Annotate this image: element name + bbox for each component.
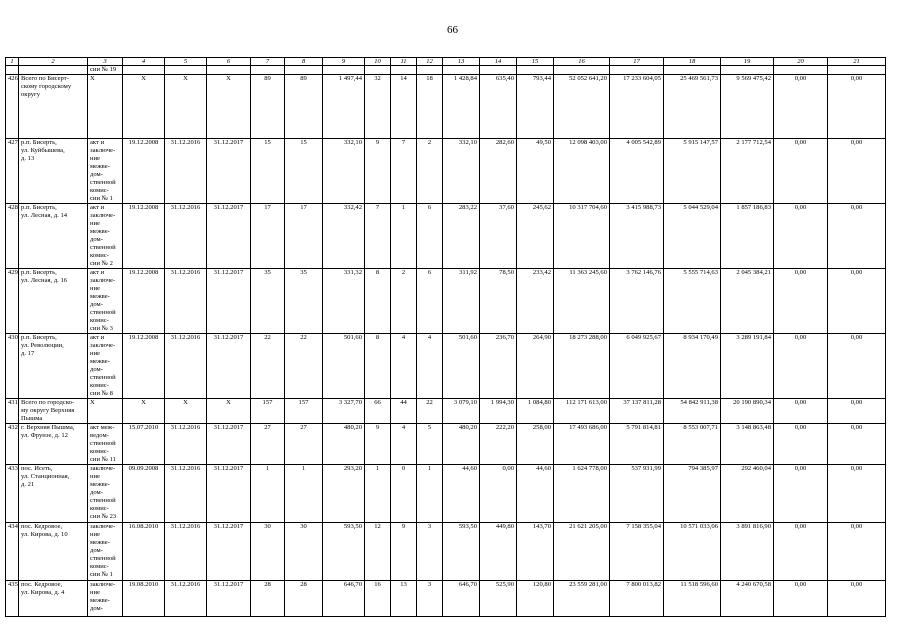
value-cell: 6 bbox=[417, 204, 443, 269]
value-cell: 0,00 bbox=[828, 139, 886, 204]
value-cell: 3 bbox=[417, 581, 443, 617]
value-cell: 6 049 925,67 bbox=[610, 334, 664, 399]
value-cell: 0,00 bbox=[774, 139, 828, 204]
value-cell: 0,00 bbox=[774, 424, 828, 465]
value-cell: 10 317 704,60 bbox=[554, 204, 610, 269]
column-number-7: 7 bbox=[251, 58, 285, 66]
value-cell: 35 bbox=[251, 269, 285, 334]
document-cell: заключе- ние межве- дом- ственной комис- сии № 1 bbox=[88, 523, 123, 581]
date-cell: X bbox=[207, 75, 251, 139]
value-cell: 1 994,30 bbox=[480, 399, 517, 424]
value-cell: 4 005 542,89 bbox=[610, 139, 664, 204]
column-number-row bbox=[6, 58, 886, 66]
value-cell: 2 bbox=[391, 269, 417, 334]
value-cell: 222,20 bbox=[480, 424, 517, 465]
value-cell: 0,00 bbox=[774, 75, 828, 139]
value-cell: 480,20 bbox=[323, 424, 365, 465]
value-cell: 8 553 007,71 bbox=[664, 424, 721, 465]
column-number-17: 17 bbox=[610, 58, 664, 66]
date-cell: 19.12.2008 bbox=[123, 139, 165, 204]
table-row bbox=[6, 399, 886, 424]
value-cell: 20 190 890,34 bbox=[721, 399, 774, 424]
column-number-16: 16 bbox=[554, 58, 610, 66]
table-row bbox=[6, 269, 886, 334]
value-cell: 10 571 033,06 bbox=[664, 523, 721, 581]
value-cell: 4 bbox=[417, 334, 443, 399]
value-cell: 537 931,99 bbox=[610, 465, 664, 523]
value-cell: 18 bbox=[417, 75, 443, 139]
value-cell: 3 079,10 bbox=[443, 399, 480, 424]
date-cell: 31.12.2016 bbox=[165, 269, 207, 334]
value-cell: 3 891 816,90 bbox=[721, 523, 774, 581]
value-cell: 264,90 bbox=[517, 334, 554, 399]
value-cell: 1 bbox=[251, 465, 285, 523]
date-cell: 31.12.2017 bbox=[207, 465, 251, 523]
value-cell: 0,00 bbox=[774, 523, 828, 581]
value-cell: 0,00 bbox=[774, 465, 828, 523]
column-number-4: 4 bbox=[123, 58, 165, 66]
value-cell: 9 bbox=[365, 424, 391, 465]
date-cell: 19.12.2008 bbox=[123, 269, 165, 334]
date-cell: 31.12.2016 bbox=[165, 139, 207, 204]
value-cell: 9 bbox=[365, 139, 391, 204]
value-cell: 282,60 bbox=[480, 139, 517, 204]
table-row bbox=[6, 523, 886, 581]
document-cell: акт и заключе- ние межве- дом- ственной комис- сии № 1 bbox=[88, 139, 123, 204]
value-cell: 258,00 bbox=[517, 424, 554, 465]
value-cell: 9 569 475,42 bbox=[721, 75, 774, 139]
value-cell: 1 497,44 bbox=[323, 75, 365, 139]
value-cell: 143,70 bbox=[517, 523, 554, 581]
value-cell: 8 bbox=[365, 334, 391, 399]
value-cell: 8 934 170,49 bbox=[664, 334, 721, 399]
value-cell: 37,60 bbox=[480, 204, 517, 269]
row-number: 427 bbox=[6, 139, 19, 204]
date-cell: 19.08.2010 bbox=[123, 581, 165, 617]
value-cell: 292 460,04 bbox=[721, 465, 774, 523]
value-cell: 1 bbox=[391, 204, 417, 269]
table-row bbox=[6, 204, 886, 269]
table-row bbox=[6, 75, 886, 139]
row-number: 429 bbox=[6, 269, 19, 334]
value-cell: 66 bbox=[365, 399, 391, 424]
date-cell: 31.12.2017 bbox=[207, 334, 251, 399]
date-cell: 31.12.2017 bbox=[207, 523, 251, 581]
value-cell: 480,20 bbox=[443, 424, 480, 465]
column-number-11: 11 bbox=[391, 58, 417, 66]
value-cell: 17 bbox=[251, 204, 285, 269]
value-cell: 3 327,70 bbox=[323, 399, 365, 424]
value-cell: 3 289 191,84 bbox=[721, 334, 774, 399]
value-cell: 311,92 bbox=[443, 269, 480, 334]
value-cell: 16 bbox=[365, 581, 391, 617]
value-cell: 5 bbox=[417, 424, 443, 465]
value-cell: 4 240 670,58 bbox=[721, 581, 774, 617]
value-cell: 28 bbox=[285, 581, 323, 617]
value-cell: 3 148 863,48 bbox=[721, 424, 774, 465]
document-cell: акт меж- ведом- ственной комис- сии № 11 bbox=[88, 424, 123, 465]
value-cell: 0,00 bbox=[774, 334, 828, 399]
document-cell: X bbox=[88, 75, 123, 139]
column-number-14: 14 bbox=[480, 58, 517, 66]
document-cell: заключе- ние межве- дом- bbox=[88, 581, 123, 617]
value-cell: 0,00 bbox=[828, 399, 886, 424]
column-number-15: 15 bbox=[517, 58, 554, 66]
date-cell: 09.09.2008 bbox=[123, 465, 165, 523]
value-cell: 7 800 013,82 bbox=[610, 581, 664, 617]
address-cell: Всего по Бисерт- скому городскому округу bbox=[19, 75, 88, 139]
row-number: 435 bbox=[6, 581, 19, 617]
value-cell: 3 bbox=[417, 523, 443, 581]
value-cell: 1 624 778,00 bbox=[554, 465, 610, 523]
value-cell: 635,40 bbox=[480, 75, 517, 139]
row-number: 431 bbox=[6, 399, 19, 424]
value-cell: 1 bbox=[417, 465, 443, 523]
date-cell: 31.12.2017 bbox=[207, 581, 251, 617]
value-cell: 30 bbox=[251, 523, 285, 581]
value-cell: 22 bbox=[417, 399, 443, 424]
value-cell: 14 bbox=[391, 75, 417, 139]
date-cell: 19.12.2008 bbox=[123, 204, 165, 269]
value-cell: 0,00 bbox=[828, 523, 886, 581]
date-cell: 31.12.2016 bbox=[165, 334, 207, 399]
date-cell: 31.12.2017 bbox=[207, 424, 251, 465]
value-cell: 794 385,97 bbox=[664, 465, 721, 523]
address-cell: р.п. Бисерть, ул. Куйбышева, д. 13 bbox=[19, 139, 88, 204]
value-cell: 1 084,80 bbox=[517, 399, 554, 424]
value-cell: 283,22 bbox=[443, 204, 480, 269]
value-cell: 5 044 529,04 bbox=[664, 204, 721, 269]
value-cell: 332,10 bbox=[323, 139, 365, 204]
value-cell: 11 363 245,60 bbox=[554, 269, 610, 334]
value-cell: 0,00 bbox=[828, 204, 886, 269]
table-row bbox=[6, 139, 886, 204]
value-cell: 449,80 bbox=[480, 523, 517, 581]
value-cell: 1 bbox=[285, 465, 323, 523]
value-cell: 7 158 355,04 bbox=[610, 523, 664, 581]
row-number: 434 bbox=[6, 523, 19, 581]
value-cell: 0,00 bbox=[774, 581, 828, 617]
value-cell: 0,00 bbox=[828, 269, 886, 334]
document-cell: заключе- ние межве- дом- ственной комис- сии № 23 bbox=[88, 465, 123, 523]
value-cell: 157 bbox=[251, 399, 285, 424]
table-row bbox=[6, 424, 886, 465]
value-cell: 52 052 641,20 bbox=[554, 75, 610, 139]
value-cell: 23 559 281,00 bbox=[554, 581, 610, 617]
column-number-21: 21 bbox=[828, 58, 886, 66]
value-cell: 15 bbox=[285, 139, 323, 204]
row-number: 428 bbox=[6, 204, 19, 269]
value-cell: 0,00 bbox=[774, 269, 828, 334]
carryover-text: сии № 19 bbox=[88, 66, 123, 75]
value-cell: 25 469 561,73 bbox=[664, 75, 721, 139]
data-table bbox=[5, 57, 886, 617]
address-cell: Всего по городско- му округу Верхняя Пышма bbox=[19, 399, 88, 424]
value-cell: 525,90 bbox=[480, 581, 517, 617]
value-cell: 0,00 bbox=[828, 465, 886, 523]
date-cell: 31.12.2016 bbox=[165, 523, 207, 581]
value-cell: 112 171 613,00 bbox=[554, 399, 610, 424]
value-cell: 0,00 bbox=[774, 399, 828, 424]
column-number-12: 12 bbox=[417, 58, 443, 66]
value-cell: 4 bbox=[391, 424, 417, 465]
value-cell: 12 098 403,00 bbox=[554, 139, 610, 204]
value-cell: 0,00 bbox=[828, 581, 886, 617]
document-cell: акт и заключе- ние межве- дом- ственной комис- сии № 8 bbox=[88, 334, 123, 399]
date-cell: X bbox=[123, 399, 165, 424]
row-number: 426 bbox=[6, 75, 19, 139]
address-cell: р.п. Бисерть, ул. Лесная, д. 16 bbox=[19, 269, 88, 334]
value-cell: 18 273 288,00 bbox=[554, 334, 610, 399]
table-row bbox=[6, 465, 886, 523]
row-number: 432 bbox=[6, 424, 19, 465]
value-cell: 236,70 bbox=[480, 334, 517, 399]
value-cell: 6 bbox=[417, 269, 443, 334]
column-number-13: 13 bbox=[443, 58, 480, 66]
date-cell: 31.12.2017 bbox=[207, 204, 251, 269]
value-cell: 5 915 147,57 bbox=[664, 139, 721, 204]
value-cell: 17 bbox=[285, 204, 323, 269]
column-number-5: 5 bbox=[165, 58, 207, 66]
value-cell: 30 bbox=[285, 523, 323, 581]
carryover-row bbox=[6, 66, 886, 75]
value-cell: 2 177 712,54 bbox=[721, 139, 774, 204]
value-cell: 0,00 bbox=[828, 75, 886, 139]
value-cell: 7 bbox=[365, 204, 391, 269]
column-number-1: 1 bbox=[6, 58, 19, 66]
table-row bbox=[6, 334, 886, 399]
date-cell: 31.12.2016 bbox=[165, 424, 207, 465]
value-cell: 8 bbox=[365, 269, 391, 334]
value-cell: 646,70 bbox=[323, 581, 365, 617]
value-cell: 2 045 384,21 bbox=[721, 269, 774, 334]
document-cell: X bbox=[88, 399, 123, 424]
date-cell: 31.12.2017 bbox=[207, 139, 251, 204]
value-cell: 89 bbox=[251, 75, 285, 139]
value-cell: 49,50 bbox=[517, 139, 554, 204]
value-cell: 157 bbox=[285, 399, 323, 424]
document-cell: акт и заключе- ние межве- дом- ственной комис- сии № 2 bbox=[88, 204, 123, 269]
address-cell: пос. Кедровое, ул. Кирова, д. 4 bbox=[19, 581, 88, 617]
column-number-18: 18 bbox=[664, 58, 721, 66]
address-cell: р.п. Бисерть, ул. Лесная, д. 14 bbox=[19, 204, 88, 269]
value-cell: 120,80 bbox=[517, 581, 554, 617]
value-cell: 12 bbox=[365, 523, 391, 581]
value-cell: 21 621 205,00 bbox=[554, 523, 610, 581]
value-cell: 501,60 bbox=[323, 334, 365, 399]
value-cell: 1 bbox=[365, 465, 391, 523]
value-cell: 0,00 bbox=[828, 334, 886, 399]
date-cell: X bbox=[165, 399, 207, 424]
document-cell: акт и заключе- ние межве- дом- ственной комис- сии № 3 bbox=[88, 269, 123, 334]
value-cell: 0 bbox=[391, 465, 417, 523]
date-cell: 15.07.2010 bbox=[123, 424, 165, 465]
date-cell: 19.12.2008 bbox=[123, 334, 165, 399]
column-number-9: 9 bbox=[323, 58, 365, 66]
value-cell: 17 233 604,05 bbox=[610, 75, 664, 139]
column-number-6: 6 bbox=[207, 58, 251, 66]
page-number: 66 bbox=[447, 24, 458, 36]
value-cell: 3 415 988,73 bbox=[610, 204, 664, 269]
value-cell: 593,50 bbox=[323, 523, 365, 581]
value-cell: 245,62 bbox=[517, 204, 554, 269]
value-cell: 78,50 bbox=[480, 269, 517, 334]
value-cell: 37 137 811,28 bbox=[610, 399, 664, 424]
column-number-10: 10 bbox=[365, 58, 391, 66]
date-cell: 31.12.2016 bbox=[165, 581, 207, 617]
value-cell: 11 518 596,60 bbox=[664, 581, 721, 617]
value-cell: 27 bbox=[251, 424, 285, 465]
value-cell: 0,00 bbox=[774, 204, 828, 269]
column-number-19: 19 bbox=[721, 58, 774, 66]
date-cell: X bbox=[123, 75, 165, 139]
value-cell: 3 762 146,76 bbox=[610, 269, 664, 334]
value-cell: 32 bbox=[365, 75, 391, 139]
value-cell: 793,44 bbox=[517, 75, 554, 139]
value-cell: 331,32 bbox=[323, 269, 365, 334]
date-cell: 31.12.2016 bbox=[165, 465, 207, 523]
value-cell: 28 bbox=[251, 581, 285, 617]
value-cell: 22 bbox=[285, 334, 323, 399]
address-cell: г. Верхняя Пышма, ул. Фрунзе, д. 12 bbox=[19, 424, 88, 465]
column-number-2: 2 bbox=[19, 58, 88, 66]
row-number: 430 bbox=[6, 334, 19, 399]
value-cell: 0,00 bbox=[828, 424, 886, 465]
value-cell: 13 bbox=[391, 581, 417, 617]
value-cell: 44,60 bbox=[443, 465, 480, 523]
value-cell: 233,42 bbox=[517, 269, 554, 334]
value-cell: 0,00 bbox=[480, 465, 517, 523]
value-cell: 9 bbox=[391, 523, 417, 581]
value-cell: 15 bbox=[251, 139, 285, 204]
address-cell: пос. Исеть, ул. Станционная, д. 21 bbox=[19, 465, 88, 523]
value-cell: 1 857 186,83 bbox=[721, 204, 774, 269]
value-cell: 17 493 686,00 bbox=[554, 424, 610, 465]
value-cell: 293,20 bbox=[323, 465, 365, 523]
value-cell: 2 bbox=[417, 139, 443, 204]
value-cell: 1 428,84 bbox=[443, 75, 480, 139]
value-cell: 44,60 bbox=[517, 465, 554, 523]
date-cell: 31.12.2016 bbox=[165, 204, 207, 269]
address-cell: пос. Кедровое, ул. Кирова, д. 10 bbox=[19, 523, 88, 581]
value-cell: 4 bbox=[391, 334, 417, 399]
value-cell: 89 bbox=[285, 75, 323, 139]
value-cell: 44 bbox=[391, 399, 417, 424]
date-cell: 16.08.2010 bbox=[123, 523, 165, 581]
address-cell: р.п. Бисерть, ул. Революции, д. 17 bbox=[19, 334, 88, 399]
table-row bbox=[6, 581, 886, 617]
value-cell: 501,60 bbox=[443, 334, 480, 399]
column-number-20: 20 bbox=[774, 58, 828, 66]
value-cell: 27 bbox=[285, 424, 323, 465]
value-cell: 5 791 814,81 bbox=[610, 424, 664, 465]
date-cell: X bbox=[207, 399, 251, 424]
date-cell: X bbox=[165, 75, 207, 139]
value-cell: 646,70 bbox=[443, 581, 480, 617]
value-cell: 332,42 bbox=[323, 204, 365, 269]
value-cell: 593,50 bbox=[443, 523, 480, 581]
column-number-8: 8 bbox=[285, 58, 323, 66]
date-cell: 31.12.2017 bbox=[207, 269, 251, 334]
value-cell: 54 842 911,38 bbox=[664, 399, 721, 424]
value-cell: 332,10 bbox=[443, 139, 480, 204]
value-cell: 7 bbox=[391, 139, 417, 204]
value-cell: 22 bbox=[251, 334, 285, 399]
value-cell: 5 555 714,63 bbox=[664, 269, 721, 334]
row-number: 433 bbox=[6, 465, 19, 523]
value-cell: 35 bbox=[285, 269, 323, 334]
column-number-3: 3 bbox=[88, 58, 123, 66]
